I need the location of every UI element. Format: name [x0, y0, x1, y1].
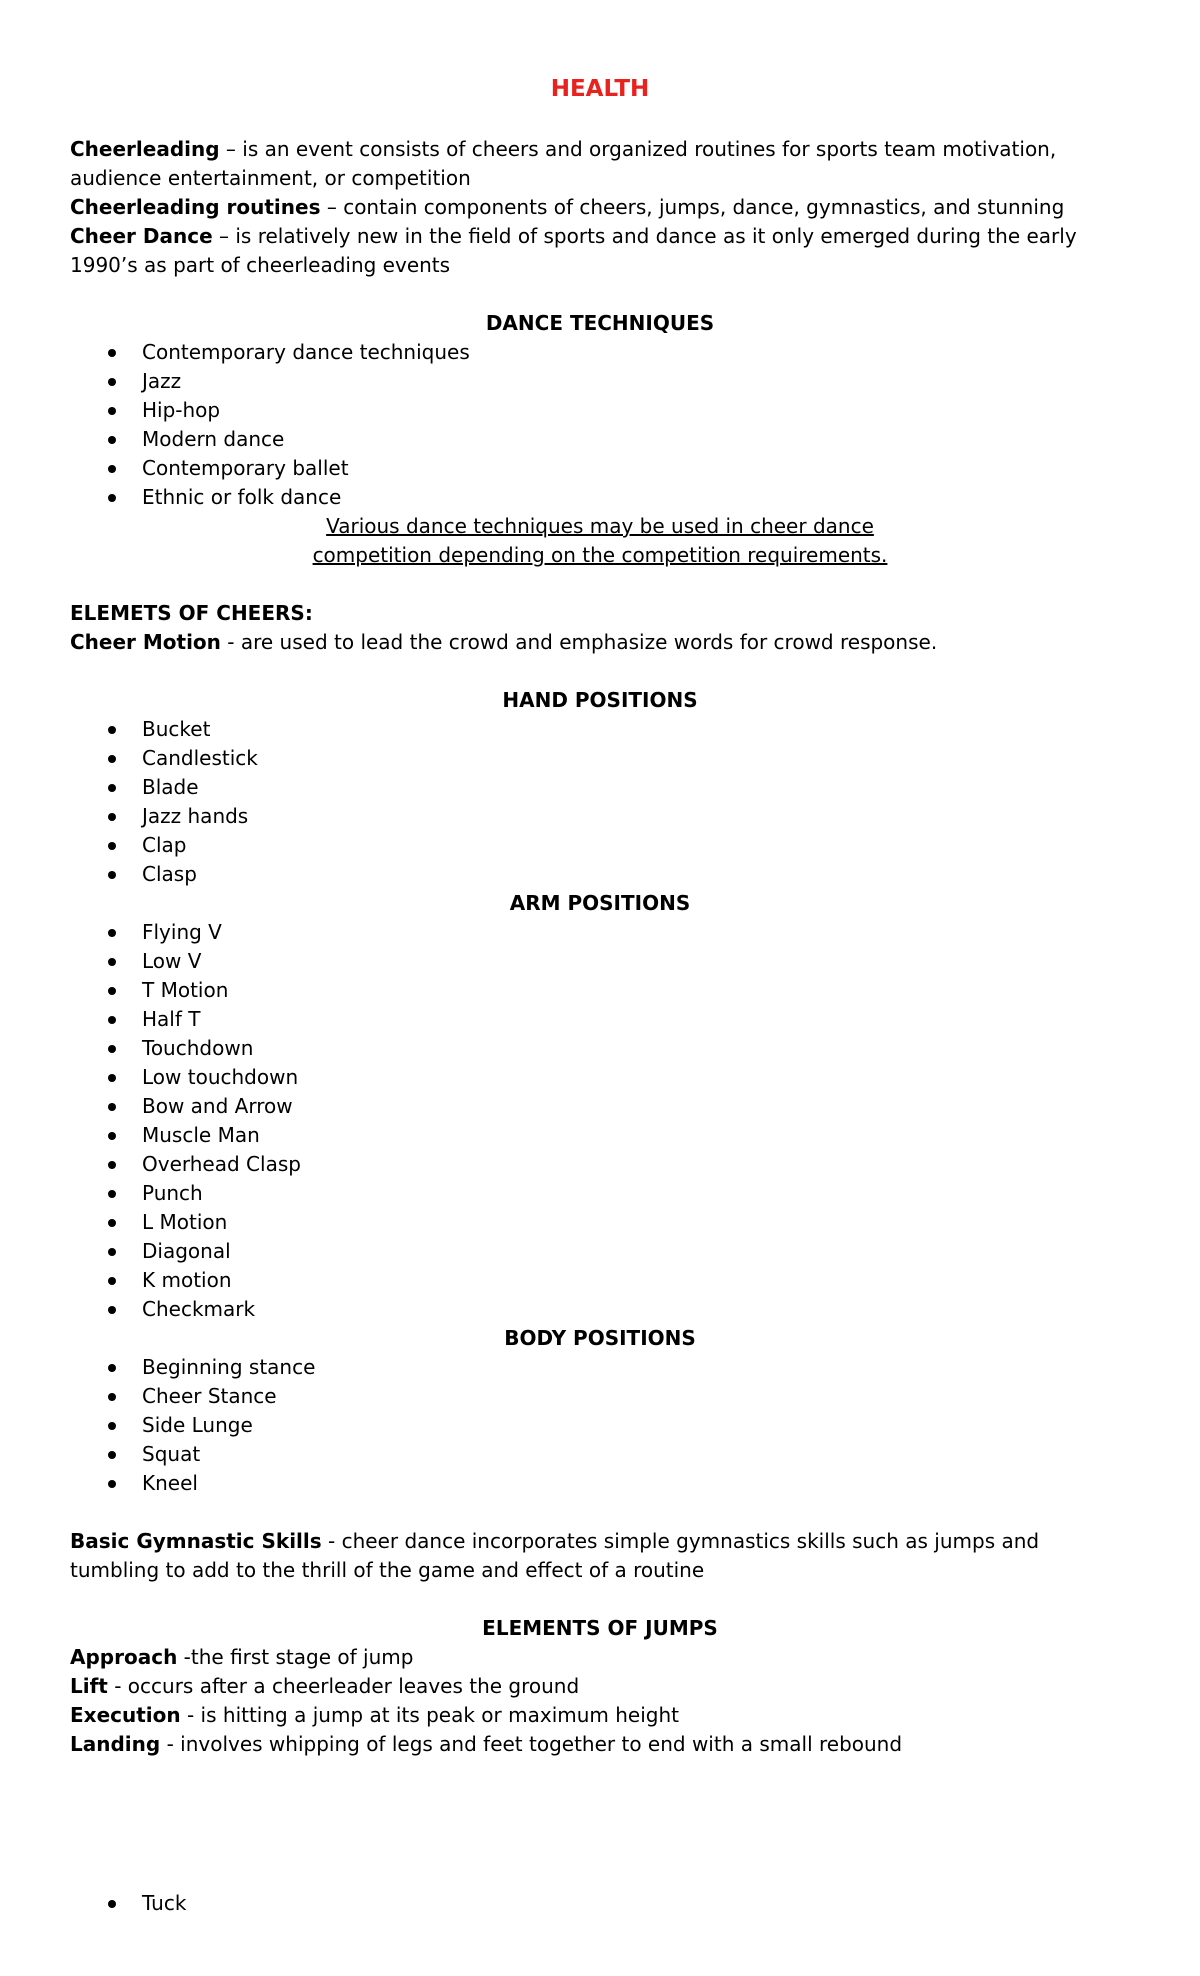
dance-note-line-1: Various dance techniques may be used in cheer dance — [326, 514, 874, 538]
definition-text: – is relatively new in the field of sports and dance as it only emerged during the early 1990’s as part of cheerleading events — [70, 224, 1077, 277]
bullet-icon — [108, 1306, 116, 1314]
bullet-icon — [108, 1364, 116, 1372]
bullet-icon — [108, 871, 116, 879]
bullet-icon — [108, 958, 116, 966]
body-positions-heading: BODY POSITIONS — [504, 1326, 696, 1350]
term-label: Cheer Motion — [70, 630, 221, 654]
definition-text: - are used to lead the crowd and emphasize words for crowd response. — [220, 630, 938, 654]
list-item: Clap — [70, 831, 1130, 860]
term-label: Landing — [70, 1732, 161, 1756]
list-item: K motion — [70, 1266, 1130, 1295]
spacer — [70, 1585, 1130, 1614]
list-item: Candlestick — [70, 744, 1130, 773]
bullet-icon — [108, 1451, 116, 1459]
bullet-icon — [108, 1016, 116, 1024]
bullet-icon — [108, 1480, 116, 1488]
bullet-icon — [108, 987, 116, 995]
bullet-icon — [108, 465, 116, 473]
list-item: Tuck — [70, 1889, 1130, 1918]
definition-text: -the first stage of jump — [177, 1645, 414, 1669]
arm-positions-heading: ARM POSITIONS — [509, 891, 691, 915]
term-label: Execution — [70, 1703, 181, 1727]
bullet-icon — [108, 813, 116, 821]
jump-element-execution — [70, 1701, 1130, 1730]
spacer — [70, 280, 1130, 309]
definition-cheerleading-routines — [70, 193, 1130, 222]
list-item: Hip-hop — [70, 396, 1130, 425]
bullet-icon — [108, 1393, 116, 1401]
definition-cheer-motion — [70, 628, 1130, 657]
list-item: Squat — [70, 1440, 1130, 1469]
jump-types-list — [70, 1889, 1130, 1918]
definition-text: - occurs after a cheerleader leaves the ground — [107, 1674, 580, 1698]
definition-cheer-dance — [70, 222, 1130, 280]
list-item: Cheer Stance — [70, 1382, 1130, 1411]
list-item: T Motion — [70, 976, 1130, 1005]
term-label: Basic Gymnastic Skills — [70, 1529, 322, 1553]
bullet-icon — [108, 436, 116, 444]
list-item: Bucket — [70, 715, 1130, 744]
list-item: Modern dance — [70, 425, 1130, 454]
list-item: Muscle Man — [70, 1121, 1130, 1150]
jump-element-landing — [70, 1730, 1130, 1759]
definition-text: - involves whipping of legs and feet together to end with a small rebound — [160, 1732, 903, 1756]
list-item: Bow and Arrow — [70, 1092, 1130, 1121]
bullet-icon — [108, 1422, 116, 1430]
dance-techniques-heading: DANCE TECHNIQUES — [485, 311, 715, 335]
definition-cheerleading — [70, 135, 1130, 193]
bullet-icon — [108, 1277, 116, 1285]
list-item: Clasp — [70, 860, 1130, 889]
bullet-icon — [108, 755, 116, 763]
bullet-icon — [108, 1190, 116, 1198]
list-item: Low V — [70, 947, 1130, 976]
spacer — [70, 657, 1130, 686]
bullet-icon — [108, 1074, 116, 1082]
term-label: Cheerleading — [70, 137, 220, 161]
jump-element-approach — [70, 1643, 1130, 1672]
list-item: Flying V — [70, 918, 1130, 947]
bullet-icon — [108, 784, 116, 792]
list-item: Beginning stance — [70, 1353, 1130, 1382]
bullet-icon — [108, 1132, 116, 1140]
jump-element-lift — [70, 1672, 1130, 1701]
list-item: Contemporary dance techniques — [70, 338, 1130, 367]
list-item: Diagonal — [70, 1237, 1130, 1266]
definition-text: – is an event consists of cheers and organized routines for sports team motivation, audience entertainment, or competition — [70, 137, 1057, 190]
list-item: Jazz — [70, 367, 1130, 396]
list-item: Blade — [70, 773, 1130, 802]
term-label: Cheer Dance — [70, 224, 213, 248]
spacer — [70, 1759, 1130, 1889]
bullet-icon — [108, 1161, 116, 1169]
list-item: Overhead Clasp — [70, 1150, 1130, 1179]
list-item: Ethnic or folk dance — [70, 483, 1130, 512]
term-label: Approach — [70, 1645, 178, 1669]
page-title: HEALTH — [550, 76, 650, 102]
arm-positions-list — [70, 918, 1130, 1324]
bullet-icon — [108, 1103, 116, 1111]
elements-of-cheers-heading: ELEMETS OF CHEERS: — [70, 601, 313, 625]
bullet-icon — [108, 929, 116, 937]
bullet-icon — [108, 349, 116, 357]
bullet-icon — [108, 1900, 116, 1908]
hand-positions-heading: HAND POSITIONS — [502, 688, 698, 712]
list-item: Low touchdown — [70, 1063, 1130, 1092]
list-item: Side Lunge — [70, 1411, 1130, 1440]
bullet-icon — [108, 494, 116, 502]
bullet-icon — [108, 1045, 116, 1053]
list-item: Kneel — [70, 1469, 1130, 1498]
definition-basic-gymnastic-skills — [70, 1527, 1130, 1585]
term-label: Lift — [70, 1674, 108, 1698]
body-positions-list — [70, 1353, 1130, 1498]
list-item: Punch — [70, 1179, 1130, 1208]
bullet-icon — [108, 1219, 116, 1227]
bullet-icon — [108, 1248, 116, 1256]
bullet-icon — [108, 842, 116, 850]
list-item: Jazz hands — [70, 802, 1130, 831]
bullet-icon — [108, 378, 116, 386]
term-label: Cheerleading routines — [70, 195, 321, 219]
list-item: Checkmark — [70, 1295, 1130, 1324]
list-item: L Motion — [70, 1208, 1130, 1237]
bullet-icon — [108, 407, 116, 415]
dance-techniques-list — [70, 338, 1130, 512]
list-item: Contemporary ballet — [70, 454, 1130, 483]
dance-note-line-2: competition depending on the competition requirements. — [312, 543, 888, 567]
elements-of-jumps-heading: ELEMENTS OF JUMPS — [482, 1616, 718, 1640]
spacer — [70, 570, 1130, 599]
bullet-icon — [108, 726, 116, 734]
spacer — [70, 1498, 1130, 1527]
definition-text: - cheer dance incorporates simple gymnastics skills such as jumps and tumbling to add to the thrill of the game and effect of a routine — [70, 1529, 1040, 1582]
list-item: Half T — [70, 1005, 1130, 1034]
definition-text: – contain components of cheers, jumps, dance, gymnastics, and stunning — [320, 195, 1065, 219]
hand-positions-list — [70, 715, 1130, 889]
definition-text: - is hitting a jump at its peak or maximum height — [180, 1703, 679, 1727]
list-item: Touchdown — [70, 1034, 1130, 1063]
